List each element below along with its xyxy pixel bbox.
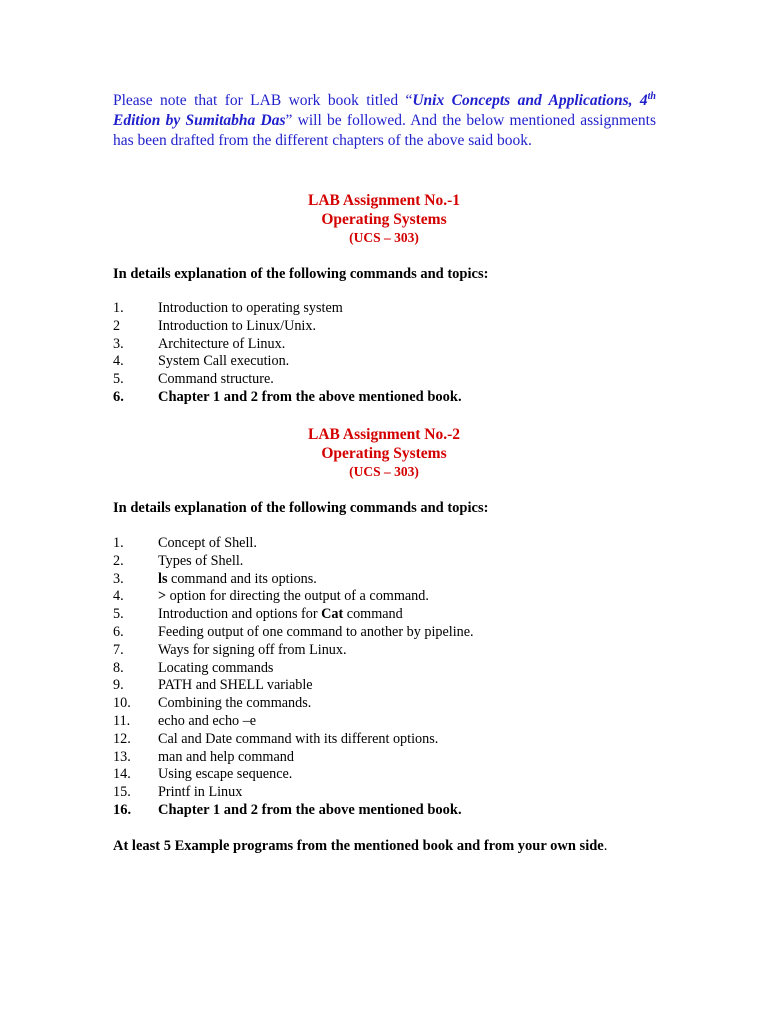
- closing-note: [113, 837, 607, 855]
- list-item-text: Introduction to operating system: [158, 300, 343, 316]
- assignment-1-intro: In details explanation of the following commands and topics:: [113, 266, 489, 282]
- assignment-2-subject: Operating Systems: [321, 445, 447, 462]
- list-item-number: 11.: [113, 712, 131, 729]
- list-item-number: 6.: [113, 388, 124, 405]
- list-item-number: 9.: [113, 677, 124, 694]
- list-item-text: Chapter 1 and 2 from the above mentioned book.: [158, 388, 462, 405]
- list-item-number: 4.: [113, 588, 124, 605]
- list-item: [113, 784, 474, 802]
- list-item-number: 3.: [113, 335, 124, 352]
- list-item-number: 16.: [113, 801, 132, 818]
- list-item-text: Architecture of Linux.: [158, 335, 286, 352]
- list-item: [113, 606, 474, 624]
- list-item-text: Combining the commands.: [158, 695, 312, 712]
- list-item-text: Feeding output of one command to another by pipeline.: [158, 623, 474, 640]
- list-item: [113, 695, 474, 713]
- list-item: [113, 318, 462, 336]
- list-item-number: 6.: [113, 623, 124, 640]
- assignment-1-subject: Operating Systems: [321, 211, 447, 228]
- list-item-text: command: [343, 606, 403, 623]
- list-item-text: Cal and Date command with its different options.: [158, 730, 439, 747]
- list-item: [113, 535, 474, 553]
- list-item-command: Cat: [321, 606, 344, 623]
- list-item: [113, 353, 462, 371]
- book-note: [113, 91, 656, 151]
- list-item-text: Ways for signing off from Linux.: [158, 641, 347, 658]
- list-item-number: 2.: [113, 552, 124, 569]
- list-item-number: 4.: [113, 353, 124, 370]
- note-suffix: ” will be followed. And the below mentioned assignments has been drafted from the different chapters of the above said book.: [113, 112, 657, 149]
- assignment-2-intro: In details explanation of the following commands and topics:: [113, 500, 489, 516]
- list-item-text: Introduction to Linux/Unix.: [158, 317, 317, 334]
- list-item-text: System Call execution.: [158, 353, 290, 370]
- list-item-text: Printf in Linux: [158, 784, 243, 801]
- assignment-1-code: (UCS – 303): [349, 230, 419, 245]
- list-item-number: 2: [113, 317, 121, 334]
- list-item-text: PATH and SHELL variable: [158, 677, 313, 694]
- note-prefix: Please note that for LAB work book titled “: [113, 92, 413, 109]
- book-title-text: Unix Concepts and Applications, 4: [412, 92, 648, 109]
- list-item: [113, 624, 474, 642]
- assignment-1-title: LAB Assignment No.-1: [307, 192, 460, 209]
- list-item: [113, 731, 474, 749]
- closing-period: .: [603, 838, 608, 854]
- list-item-text: Concept of Shell.: [158, 535, 257, 551]
- list-item: [113, 336, 462, 354]
- list-item-text: option for directing the output of a command.: [166, 588, 429, 605]
- list-item: [113, 642, 474, 660]
- list-item: [113, 389, 462, 407]
- list-item-number: 7.: [113, 641, 124, 658]
- closing-text: At least 5 Example programs from the mentioned book and from your own side: [113, 838, 604, 854]
- list-item-text: Using escape sequence.: [158, 766, 293, 783]
- list-item: [113, 371, 462, 389]
- list-item-number: 12.: [113, 730, 131, 747]
- list-item-number: 15.: [113, 784, 131, 801]
- list-item-number: 13.: [113, 748, 131, 765]
- list-item: [113, 802, 474, 820]
- list-item: [113, 553, 474, 571]
- edition-superscript: th: [647, 90, 656, 102]
- list-item-text: Chapter 1 and 2 from the above mentioned book.: [158, 801, 462, 818]
- list-item-text: Locating commands: [158, 659, 274, 676]
- list-item-command: ls: [158, 570, 168, 587]
- list-item-text: Introduction and options for: [158, 606, 322, 623]
- book-title-author: Edition by Sumitabha Das: [113, 112, 286, 129]
- list-item: [113, 713, 474, 731]
- list-item-text: Command structure.: [158, 371, 274, 388]
- assignment-2-title: LAB Assignment No.-2: [307, 426, 460, 443]
- list-item: [113, 749, 474, 767]
- list-item-text: man and help command: [158, 748, 294, 765]
- list-item: [113, 660, 474, 678]
- list-item: [113, 766, 474, 784]
- list-item-text: echo and echo –e: [158, 712, 257, 729]
- list-item-text: Types of Shell.: [158, 552, 244, 569]
- list-item-number: 5.: [113, 371, 124, 388]
- list-item-number: 10.: [113, 695, 131, 712]
- list-item: [113, 300, 462, 318]
- list-item-number: 1.: [113, 300, 124, 316]
- assignment-2-code: (UCS – 303): [349, 464, 419, 479]
- list-item-command: >: [158, 588, 167, 605]
- list-item: [113, 588, 474, 606]
- assignment-2-list: [113, 535, 474, 820]
- list-item-number: 5.: [113, 606, 124, 623]
- list-item-number: 14.: [113, 766, 131, 783]
- list-item-number: 8.: [113, 659, 124, 676]
- assignment-1-list: [113, 300, 462, 407]
- list-item-number: 1.: [113, 535, 124, 551]
- list-item-text: command and its options.: [167, 570, 317, 587]
- list-item: [113, 571, 474, 589]
- list-item-number: 3.: [113, 570, 124, 587]
- list-item: [113, 677, 474, 695]
